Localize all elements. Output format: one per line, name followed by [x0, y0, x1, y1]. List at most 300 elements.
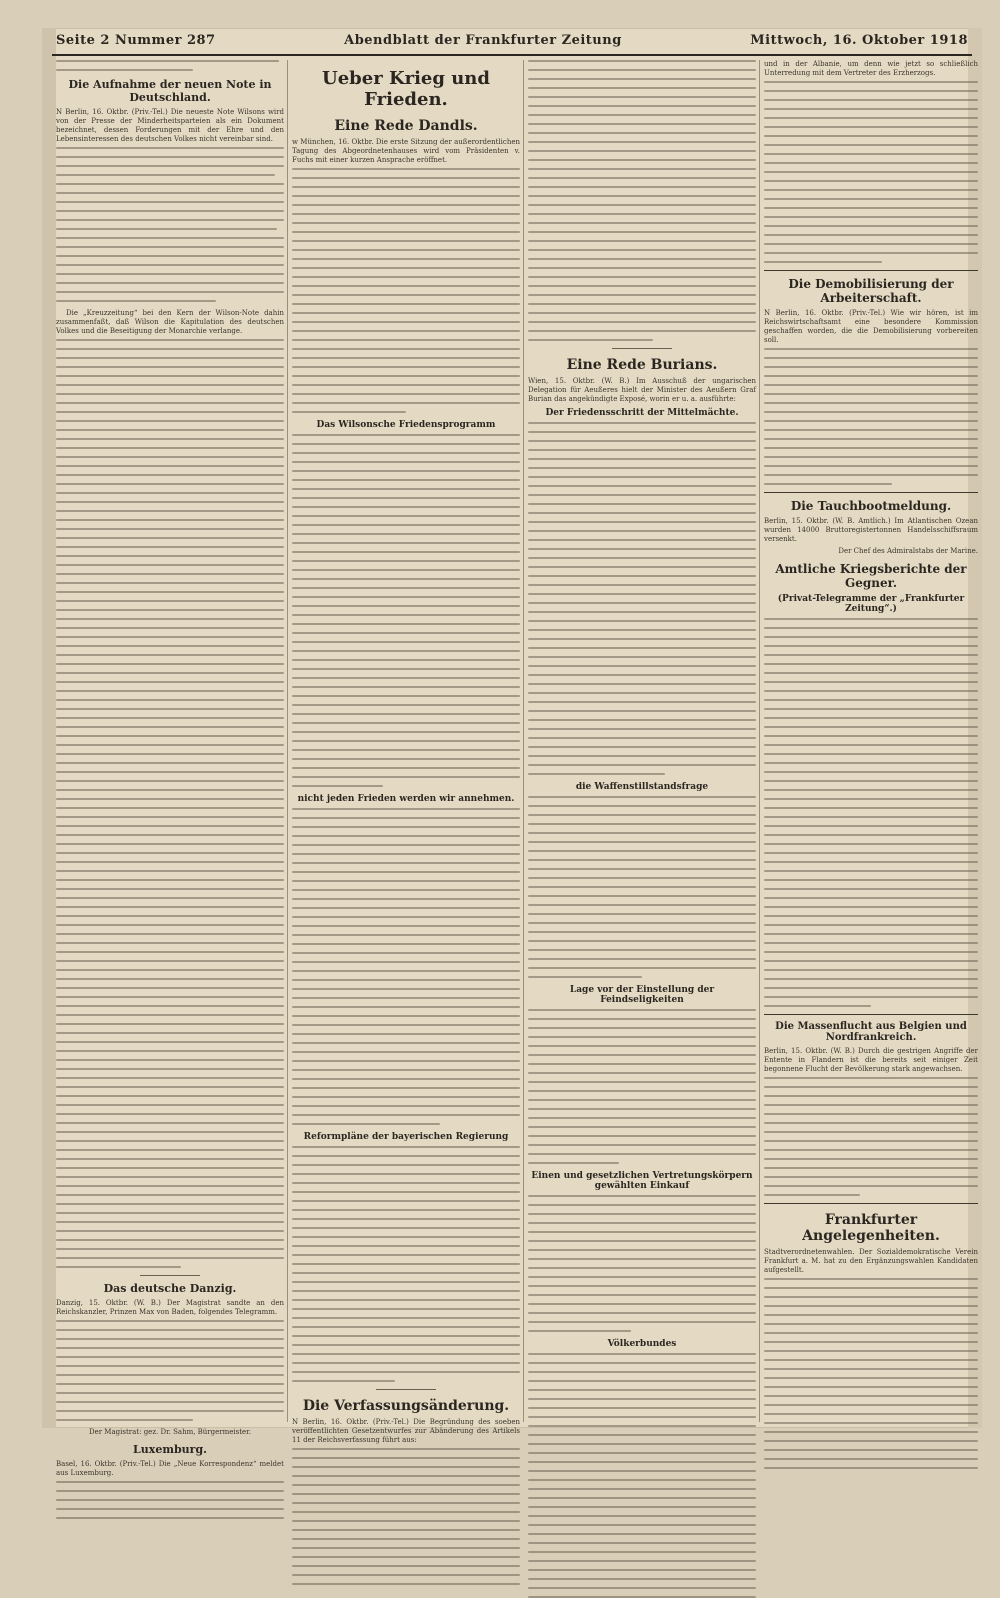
text-line: [528, 886, 756, 888]
text-line: [528, 629, 756, 631]
text-line: [528, 60, 756, 62]
text-line: [56, 1158, 284, 1160]
text-line: [764, 1287, 978, 1289]
text-line: [764, 1185, 978, 1187]
text-block: [764, 81, 978, 263]
issue-date: Mittwoch, 16. Oktober 1918: [750, 32, 968, 48]
text-line: [56, 447, 284, 449]
text-line: [764, 681, 978, 683]
article-heading: Luxemburg.: [133, 1443, 207, 1456]
text-line: [292, 479, 520, 481]
text-line: [764, 1077, 978, 1079]
text-line: [56, 357, 284, 359]
text-line: [528, 773, 665, 775]
text-line: [56, 1131, 284, 1133]
section-subheading: Einen und gesetzlichen Vertretungskörpern gewählten Einkauf: [531, 1171, 753, 1191]
text-line: [292, 213, 520, 215]
text-line: [56, 429, 284, 431]
text-line: [292, 767, 520, 769]
text-line: [764, 1386, 978, 1388]
text-line: [528, 1330, 631, 1332]
text-line: [528, 746, 756, 748]
text-line: [528, 512, 756, 514]
text-line: [56, 915, 284, 917]
text-line: [764, 1167, 978, 1169]
text-line: [56, 726, 284, 728]
text-line: [764, 429, 978, 431]
text-line: [56, 1392, 284, 1394]
text-line: [292, 776, 520, 778]
text-line: [292, 321, 520, 323]
text-line: [56, 1203, 284, 1205]
separator: [140, 1275, 200, 1276]
text-line: [528, 584, 756, 586]
text-line: [56, 852, 284, 854]
text-line: [56, 1266, 181, 1268]
text-line: [292, 614, 520, 616]
text-line: [764, 1296, 978, 1298]
text-line: [292, 740, 520, 742]
text-line: [56, 465, 284, 467]
text-line: [528, 1497, 756, 1499]
text-line: [528, 832, 756, 834]
article-heading: Das deutsche Danzig.: [103, 1282, 237, 1295]
text-line: [764, 1341, 978, 1343]
text-line: [528, 1479, 756, 1481]
text-line: [56, 264, 284, 266]
text-line: [528, 859, 756, 861]
text-line: [528, 823, 756, 825]
text-line: [528, 177, 756, 179]
text-line: [56, 366, 284, 368]
text-line: [292, 1263, 520, 1265]
text-line: [56, 897, 284, 899]
text-line: [292, 515, 520, 517]
text-line: [56, 1508, 284, 1510]
text-line: [528, 674, 756, 676]
text-line: [528, 1389, 756, 1391]
text-line: [56, 1320, 284, 1322]
text-line: [292, 1182, 520, 1184]
text-line: [56, 192, 284, 194]
text-line: [292, 1547, 520, 1549]
text-line: [764, 933, 978, 935]
text-line: [292, 943, 520, 945]
separator: [764, 270, 978, 271]
text-line: [528, 485, 756, 487]
text-line: [764, 1449, 978, 1451]
text-line: [292, 1529, 520, 1531]
column-rule: [759, 60, 760, 1422]
text-line: [292, 749, 520, 751]
text-line: [56, 924, 284, 926]
text-line: [292, 357, 520, 359]
text-line: [764, 654, 978, 656]
text-line: [292, 871, 520, 873]
text-line: [56, 681, 284, 683]
text-line: [764, 357, 978, 359]
text-line: [292, 1042, 520, 1044]
text-line: [56, 1104, 284, 1106]
text-line: [56, 1239, 284, 1241]
text-line: [528, 566, 756, 568]
text-line: [528, 159, 756, 161]
text-line: [56, 780, 284, 782]
text-line: [764, 1176, 978, 1178]
text-line: [528, 796, 756, 798]
text-line: [292, 826, 520, 828]
text-line: [56, 492, 284, 494]
text-line: [528, 449, 756, 451]
text-line: [56, 483, 284, 485]
text-line: [528, 895, 756, 897]
article-heading: Eine Rede Burians.: [566, 357, 718, 373]
text-line: [56, 645, 284, 647]
section-subheading: (Privat-Telegramme der „Frankfurter Zeitung“.): [777, 594, 965, 614]
text-line: [292, 1299, 520, 1301]
text-line: [528, 1045, 756, 1047]
text-line: [56, 237, 284, 239]
text-line: [528, 150, 756, 152]
text-line: [528, 339, 653, 341]
article-paragraph: Berlin, 15. Oktbr. (W. B. Amtlich.) Im Atlantischen Ozean wurden 14000 Bruttoregistertonnen Handelsschiffsraum versenkt.: [764, 517, 978, 543]
text-line: [528, 701, 756, 703]
text-line: [528, 575, 756, 577]
text-line: [292, 177, 520, 179]
text-line: [528, 1407, 756, 1409]
article-paragraph: Berlin, 15. Oktbr. (W. B.) Durch die gestrigen Angriffe der Entente in Flandern ist die bereits seit einiger Zeit begonnene Flucht der Bevölkerung stark angewachsen.: [764, 1047, 978, 1073]
text-line: [292, 1457, 520, 1459]
text-line: [764, 1395, 978, 1397]
text-line: [528, 1099, 756, 1101]
text-line: [292, 303, 520, 305]
article-paragraph: Stadtverordnetenwahlen. Der Sozialdemokratische Verein Frankfurt a. M. hat zu den Ergänzungswahlen Kandidaten aufgestellt.: [764, 1248, 978, 1274]
text-line: [56, 1490, 284, 1492]
text-line: [56, 348, 284, 350]
text-line: [764, 726, 978, 728]
text-line: [528, 132, 756, 134]
text-line: [56, 996, 284, 998]
text-line: [292, 276, 520, 278]
text-line: [56, 987, 284, 989]
text-block: [292, 808, 520, 1125]
text-line: [528, 1524, 756, 1526]
text-line: [764, 888, 978, 890]
text-line: [528, 1009, 756, 1011]
signature: Der Chef des Admiralstabs der Marine.: [838, 547, 978, 555]
text-line: [764, 672, 978, 674]
text-line: [292, 222, 520, 224]
text-line: [292, 1105, 520, 1107]
text-line: [56, 1401, 284, 1403]
text-line: [764, 1140, 978, 1142]
text-line: [56, 933, 284, 935]
text-line: [764, 1158, 978, 1160]
text-line: [292, 249, 520, 251]
text-line: [56, 1140, 284, 1142]
text-line: [292, 1511, 520, 1513]
text-block: [528, 422, 756, 775]
article-paragraph: und in der Albanie, um denn wie jetzt so schließlich Unterredung mit dem Vertreter des Erzherzogs.: [764, 60, 978, 77]
text-line: [528, 467, 756, 469]
text-line: [764, 951, 978, 953]
text-line: [56, 201, 284, 203]
text-line: [764, 198, 978, 200]
text-line: [292, 623, 520, 625]
text-line: [764, 663, 978, 665]
text-line: [528, 1542, 756, 1544]
article-heading: Die Massenflucht aus Belgien und Nordfrankreich.: [775, 1021, 967, 1043]
text-line: [292, 907, 520, 909]
text-line: [764, 1005, 871, 1007]
text-line: [528, 1470, 756, 1472]
text-line: [292, 312, 520, 314]
text-line: [56, 771, 284, 773]
text-line: [764, 1194, 860, 1196]
section-subheading: nicht jeden Frieden werden wir annehmen.: [297, 794, 515, 804]
text-line: [56, 255, 284, 257]
text-line: [528, 710, 756, 712]
text-line: [528, 976, 642, 978]
text-line: [528, 1506, 756, 1508]
text-line: [292, 1245, 520, 1247]
text-line: [528, 1398, 756, 1400]
text-block: [56, 1320, 284, 1421]
text-line: [292, 542, 520, 544]
text-line: [764, 996, 978, 998]
text-line: [528, 1587, 756, 1589]
text-line: [292, 1583, 520, 1585]
text-line: [56, 1347, 284, 1349]
text-line: [292, 258, 520, 260]
text-line: [56, 210, 284, 212]
text-line: [292, 979, 520, 981]
section-subheading: Das Wilsonsche Friedensprogramm: [316, 420, 496, 430]
text-line: [528, 1204, 756, 1206]
text-line: [528, 1267, 756, 1269]
text-line: [292, 1200, 520, 1202]
text-line: [528, 656, 756, 658]
text-line: [56, 1410, 284, 1412]
text-line: [292, 1164, 520, 1166]
text-line: [528, 665, 756, 667]
text-line: [764, 234, 978, 236]
text-line: [292, 1475, 520, 1477]
section-subheading: Der Friedensschritt der Mittelmächte.: [545, 408, 739, 418]
text-line: [764, 366, 978, 368]
text-line: [56, 816, 284, 818]
text-line: [528, 539, 756, 541]
text-line: [528, 1213, 756, 1215]
text-line: [56, 282, 284, 284]
text-line: [292, 285, 520, 287]
text-line: [56, 600, 284, 602]
text-line: [528, 1036, 756, 1038]
text-line: [764, 144, 978, 146]
text-line: [528, 96, 756, 98]
text-line: [292, 758, 520, 760]
text-line: [292, 452, 520, 454]
text-line: [528, 1321, 756, 1323]
text-line: [764, 126, 978, 128]
text-line: [292, 677, 520, 679]
text-line: [56, 1248, 284, 1250]
text-line: [292, 641, 520, 643]
text-line: [528, 1515, 756, 1517]
text-line: [292, 1069, 520, 1071]
text-block: [528, 1009, 756, 1164]
text-line: [764, 744, 978, 746]
text-line: [292, 569, 520, 571]
article-subheading: Eine Rede Dandls.: [334, 118, 478, 134]
text-line: [528, 814, 756, 816]
text-line: [292, 605, 520, 607]
text-line: [56, 300, 216, 302]
text-line: [56, 582, 284, 584]
header-rule: [52, 54, 972, 56]
text-line: [764, 825, 978, 827]
text-line: [764, 261, 882, 263]
text-line: [764, 834, 978, 836]
text-line: [292, 916, 520, 918]
text-line: [528, 1108, 756, 1110]
text-line: [56, 1122, 284, 1124]
text-line: [292, 330, 520, 332]
text-line: [764, 753, 978, 755]
text-line: [56, 1329, 284, 1331]
text-line: [292, 1218, 520, 1220]
text-line: [764, 207, 978, 209]
text-line: [56, 654, 284, 656]
text-block: [56, 60, 284, 71]
text-line: [528, 1195, 756, 1197]
text-line: [764, 960, 978, 962]
text-line: [292, 997, 520, 999]
text-line: [56, 1059, 284, 1061]
text-line: [528, 1090, 756, 1092]
text-line: [528, 78, 756, 80]
text-line: [292, 686, 520, 688]
text-line: [292, 384, 520, 386]
text-line: [56, 1086, 284, 1088]
text-line: [292, 488, 520, 490]
text-line: [764, 762, 978, 764]
page-number: Seite 2 Nummer 287: [56, 32, 216, 48]
text-line: [528, 868, 756, 870]
text-line: [292, 1051, 520, 1053]
text-line: [764, 618, 978, 620]
text-line: [56, 474, 284, 476]
text-line: [292, 713, 520, 715]
text-line: [56, 1374, 284, 1376]
article-heading: Die Verfassungsänderung.: [302, 1398, 510, 1414]
text-line: [764, 636, 978, 638]
text-line: [56, 573, 284, 575]
text-line: [56, 1077, 284, 1079]
text-line: [528, 683, 756, 685]
column-3: [528, 60, 756, 1422]
text-line: [764, 1413, 978, 1415]
text-line: [292, 596, 520, 598]
text-line: [56, 339, 284, 341]
text-line: [56, 699, 284, 701]
text-line: [528, 1117, 756, 1119]
text-line: [764, 987, 978, 989]
article-paragraph: N Berlin, 16. Oktbr. (Priv.-Tel.) Wie wir hören, ist im Reichswirtschaftsamt eine besondere Kommission geschaffen worden, die die Demobilisierung vorbereiten soll.: [764, 309, 978, 344]
text-line: [56, 609, 284, 611]
text-line: [56, 246, 284, 248]
text-line: [764, 1350, 978, 1352]
text-line: [528, 1240, 756, 1242]
text-line: [292, 1281, 520, 1283]
text-line: [56, 672, 284, 674]
text-line: [292, 817, 520, 819]
text-line: [292, 889, 520, 891]
text-line: [292, 934, 520, 936]
text-line: [56, 717, 284, 719]
text-block: [292, 1448, 520, 1585]
text-line: [56, 1212, 284, 1214]
text-line: [528, 548, 756, 550]
text-line: [764, 1323, 978, 1325]
text-line: [764, 420, 978, 422]
text-line: [56, 969, 284, 971]
text-line: [56, 879, 284, 881]
text-line: [56, 1041, 284, 1043]
text-line: [528, 805, 756, 807]
text-line: [764, 411, 978, 413]
text-line: [292, 366, 520, 368]
text-line: [764, 978, 978, 980]
text-line: [292, 988, 520, 990]
text-line: [292, 1493, 520, 1495]
text-line: [56, 1517, 284, 1519]
text-line: [292, 533, 520, 535]
text-line: [528, 1027, 756, 1029]
text-block: [528, 60, 756, 341]
text-line: [292, 1353, 520, 1355]
text-line: [292, 1380, 395, 1382]
text-line: [56, 978, 284, 980]
text-line: [528, 1018, 756, 1020]
column-rule: [523, 60, 524, 1422]
text-line: [292, 835, 520, 837]
text-line: [292, 294, 520, 296]
text-line: [56, 834, 284, 836]
text-line: [292, 659, 520, 661]
article-heading: Amtliche Kriegsberichte der Gegner.: [775, 562, 967, 590]
text-line: [528, 1249, 756, 1251]
text-line: [56, 870, 284, 872]
text-line: [292, 186, 520, 188]
text-line: [292, 348, 520, 350]
text-line: [528, 294, 756, 296]
text-line: [528, 1560, 756, 1562]
text-line: [764, 690, 978, 692]
text-line: [292, 497, 520, 499]
text-line: [764, 1431, 978, 1433]
text-line: [56, 1230, 284, 1232]
text-line: [56, 906, 284, 908]
text-line: [292, 1290, 520, 1292]
text-line: [528, 904, 756, 906]
text-block: [764, 1077, 978, 1196]
text-line: [56, 60, 279, 62]
text-line: [528, 1425, 756, 1427]
separator: [376, 1389, 436, 1390]
text-line: [56, 1185, 284, 1187]
text-line: [292, 970, 520, 972]
